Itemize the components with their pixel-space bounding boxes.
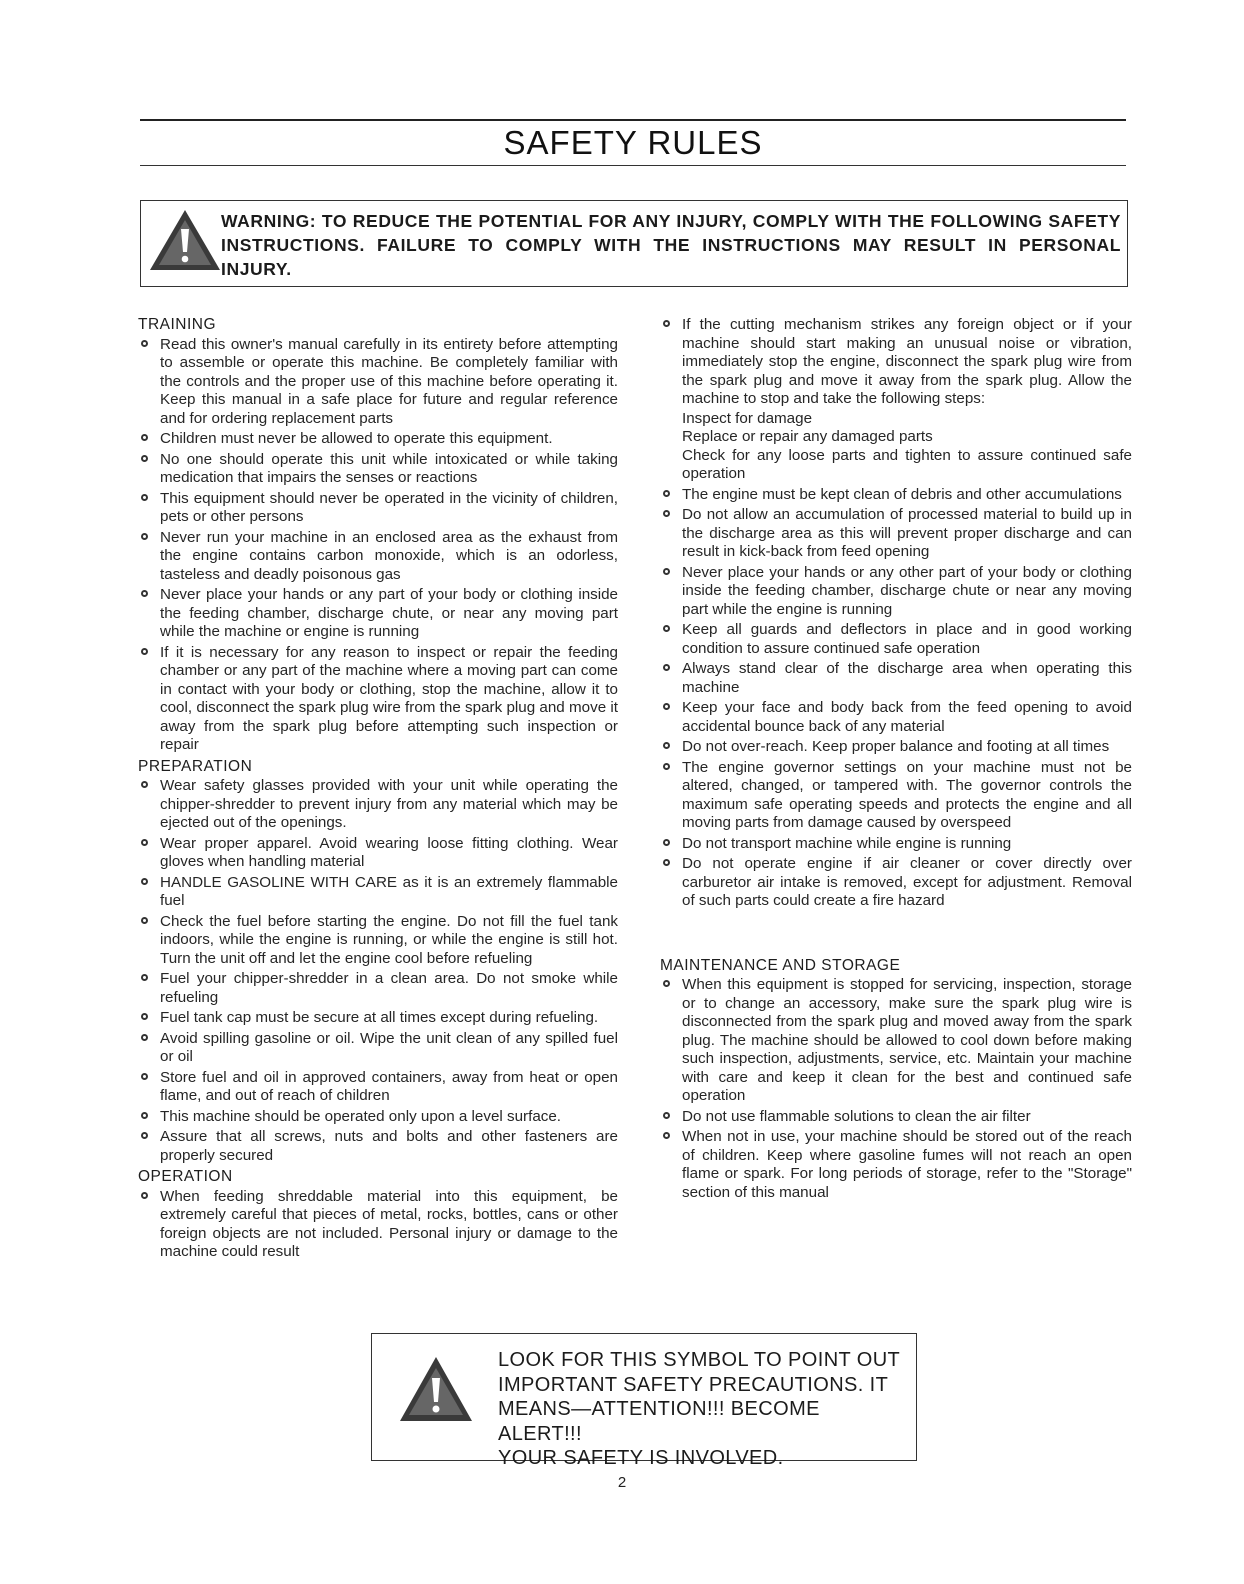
symbol-note-box (371, 1333, 917, 1469)
symbol-note-line: YOUR SAFETY IS INVOLVED. (498, 1447, 784, 1469)
list-item: Assure that all screws, nuts and bolts and other fasteners are properly secured (138, 1128, 618, 1165)
list-item: If it is necessary for any reason to inspect or repair the feeding chamber or any part of the machine where a moving part can come in contact with your body or clothing, stop the machine, allow it to cool, disconnect the spark plug wire from the spark plug and move it away from the spark plug before attempting such inspection or repair (138, 644, 618, 755)
list-item: Always stand clear of the discharge area when operating this machine (660, 660, 1132, 697)
warning-triangle-icon (397, 1354, 475, 1424)
list-item: Do not operate engine if air cleaner or cover directly over carburetor air intake is removed, except for adjustment. Removal of such parts could create a fire hazard (660, 855, 1132, 911)
list-item: Check the fuel before starting the engine. Do not fill the fuel tank indoors, while the engine is running, or while the engine is still hot. Turn the unit off and let the engine cool before refueling (138, 913, 618, 969)
operation-list (138, 1188, 618, 1262)
list-item: If the cutting mechanism strikes any foreign object or if your machine should start making an unusual noise or vibration, immediately stop the engine, disconnect the spark plug wire from the spark plug and move it away from the spark plug. Allow the machine to stop and take the following steps: Inspect for damage Replace or repair any damaged parts Check for any loose parts and tighten to assure continued safe operation (660, 316, 1132, 484)
list-item: Wear safety glasses provided with your unit while operating the chipper-shredder to prevent injury from any material which may be ejected out of the openings. (138, 777, 618, 833)
symbol-note-line: MEANS—ATTENTION!!! BECOME ALERT!!! (498, 1398, 820, 1445)
list-item: Do not allow an accumulation of processed material to build up in the discharge area as this will prevent proper discharge and can result in kick-back from feed opening (660, 506, 1132, 562)
bullet-icon (141, 533, 148, 540)
bullet-icon (141, 839, 148, 846)
list-item: Do not use flammable solutions to clean the air filter (660, 1108, 1132, 1127)
warning-triangle-icon (147, 207, 223, 273)
list-item: Never place your hands or any part of your body or clothing inside the feeding chamber, discharge chute, or near any moving part while the machine or engine is running (138, 586, 618, 642)
bullet-icon (141, 1034, 148, 1041)
training-list (138, 336, 618, 755)
inspection-steps (682, 410, 1132, 484)
warning-box (140, 200, 1128, 287)
list-item: HANDLE GASOLINE WITH CARE as it is an extremely flammable fuel (138, 874, 618, 911)
bullet-icon (141, 781, 148, 788)
list-item: Wear proper apparel. Avoid wearing loose fitting clothing. Wear gloves when handling material (138, 835, 618, 872)
left-column (138, 316, 618, 1264)
list-item: This machine should be operated only upon a level surface. (138, 1108, 618, 1127)
list-item: Keep all guards and deflectors in place and in good working condition to assure continued safe operation (660, 621, 1132, 658)
bullet-icon (141, 1132, 148, 1139)
bullet-icon (141, 1013, 148, 1020)
bullet-icon (141, 494, 148, 501)
bullet-icon (663, 1132, 670, 1139)
list-item: Store fuel and oil in approved containers, away from heat or open flame, and out of reach of children (138, 1069, 618, 1106)
list-item: Read this owner's manual carefully in its entirety before attempting to assemble or operate this machine. Be completely familiar with the controls and the proper use of this machine before operating it. Keep this manual in a safe place for future and regular reference and for ordering replacement parts (138, 336, 618, 429)
bullet-icon (663, 490, 670, 497)
list-item: Avoid spilling gasoline or oil. Wipe the unit clean of any spilled fuel or oil (138, 1030, 618, 1067)
bullet-icon (663, 763, 670, 770)
bullet-icon (141, 1112, 148, 1119)
bullet-icon (141, 1192, 148, 1199)
bullet-icon (141, 434, 148, 441)
bullet-icon (663, 839, 670, 846)
symbol-note-line: LOOK FOR THIS SYMBOL TO POINT OUT (498, 1349, 901, 1371)
list-item: Fuel tank cap must be secure at all times except during refueling. (138, 1009, 618, 1028)
step-item: Replace or repair any damaged parts (682, 428, 933, 445)
step-item: Inspect for damage (682, 409, 813, 427)
bullet-icon (663, 980, 670, 987)
symbol-note-text (498, 1348, 908, 1471)
bullet-icon (663, 625, 670, 632)
bullet-icon (663, 510, 670, 517)
bullet-icon (141, 455, 148, 462)
preparation-list (138, 777, 618, 1165)
list-item: Do not over-reach. Keep proper balance and footing at all times (660, 738, 1132, 757)
operation-continued-list (660, 316, 1132, 911)
bullet-icon (141, 878, 148, 885)
list-item: Never place your hands or any other part of your body or clothing inside the feeding chamber, discharge chute or near any moving part while the engine is running (660, 564, 1132, 620)
list-item: This equipment should never be operated in the vicinity of children, pets or other persons (138, 490, 618, 527)
symbol-note-line: IMPORTANT SAFETY PRECAUTIONS. IT (498, 1373, 889, 1396)
training-heading: TRAINING (138, 316, 217, 333)
title-rule-top (140, 119, 1126, 121)
operation-heading: OPERATION (138, 1168, 233, 1185)
bullet-icon (663, 1112, 670, 1119)
bullet-icon (141, 340, 148, 347)
maintenance-list (660, 976, 1132, 1202)
bullet-icon (141, 590, 148, 597)
page-number: 2 (617, 1474, 627, 1491)
list-item: No one should operate this unit while intoxicated or while taking medication that impairs the senses or reactions (138, 451, 618, 488)
right-column (660, 316, 1132, 1204)
bullet-icon (141, 974, 148, 981)
bullet-icon (663, 859, 670, 866)
bullet-icon (663, 320, 670, 327)
bullet-icon (663, 742, 670, 749)
bullet-icon (663, 703, 670, 710)
page-title: SAFETY RULES (503, 124, 763, 161)
bullet-icon (141, 1073, 148, 1080)
title-rule-bottom (140, 165, 1126, 166)
list-item: Do not transport machine while engine is running (660, 835, 1132, 854)
bullet-icon (663, 664, 670, 671)
list-item: Children must never be allowed to operate this equipment. (138, 430, 618, 449)
maintenance-heading: MAINTENANCE AND STORAGE (660, 956, 901, 974)
list-item: When not in use, your machine should be stored out of the reach of children. Keep where gasoline fumes will not reach an open flame or spark. For long periods of storage, refer to the "Storage" section of this manual (660, 1128, 1132, 1202)
bullet-icon (141, 648, 148, 655)
list-item: When this equipment is stopped for servicing, inspection, storage or to change an accessory, make sure the spark plug wire is disconnected from the spark plug and moved away from the spark plug. The machine should be allowed to cool down before making such inspection, adjustments, service, etc. Maintain your machine with care and keep it clean for the best and continued safe operation (660, 976, 1132, 1106)
list-item: When feeding shreddable material into this equipment, be extremely careful that pieces of metal, rocks, bottles, cans or other foreign objects are not included. Personal injury or damage to the machine could result (138, 1188, 618, 1262)
warning-text: WARNING: TO REDUCE THE POTENTIAL FOR ANY INJURY, COMPLY WITH THE FOLLOWING SAFETY INSTRUCTIONS. FAILURE TO COMPLY WITH THE INSTRUCTIONS MAY RESULT IN PERSONAL INJURY. (221, 211, 1121, 279)
list-item: The engine must be kept clean of debris and other accumulations (660, 486, 1132, 505)
list-item: Fuel your chipper-shredder in a clean area. Do not smoke while refueling (138, 970, 618, 1007)
preparation-heading: PREPARATION (138, 757, 253, 775)
step-item: Check for any loose parts and tighten to assure continued safe operation (682, 446, 1132, 482)
list-item: The engine governor settings on your machine must not be altered, changed, or tampered with. The governor controls the maximum safe operating speeds and protects the engine and all moving parts from damage caused by overspeed (660, 759, 1132, 833)
list-item: Never run your machine in an enclosed area as the exhaust from the engine contains carbon monoxide, which is an odorless, tasteless and deadly poisonous gas (138, 529, 618, 585)
list-item: Keep your face and body back from the feed opening to avoid accidental bounce back of any material (660, 699, 1132, 736)
bullet-icon (141, 917, 148, 924)
bullet-icon (663, 568, 670, 575)
